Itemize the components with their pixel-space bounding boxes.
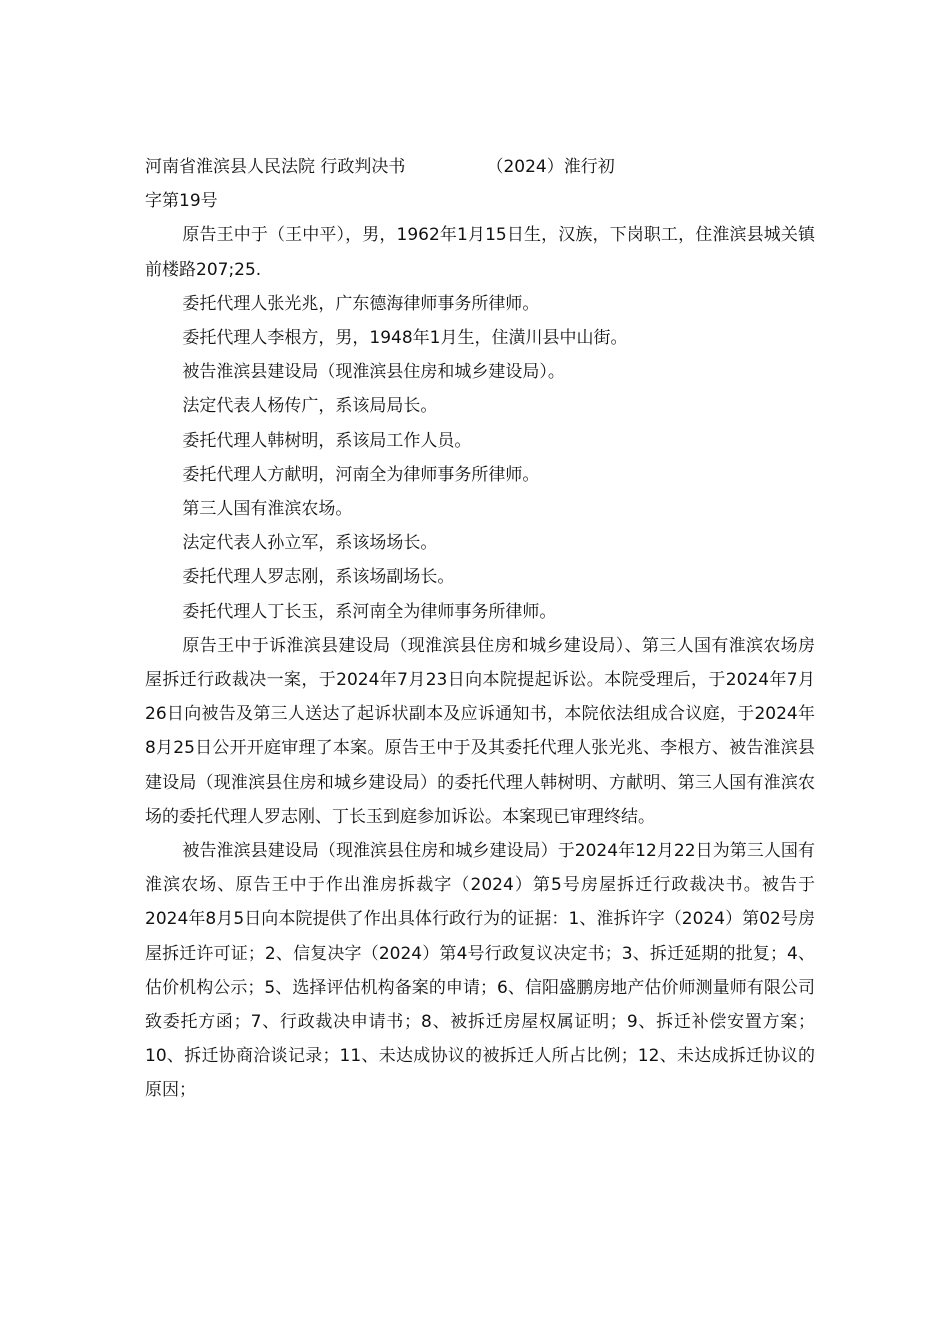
case-number-end: 字第19号 (145, 191, 218, 212)
court-title: 河南省淮滨县人民法院 行政判决书 (145, 157, 406, 177)
paragraph-defendant-agent-1: 委托代理人韩树明，系该局工作人员。 (182, 430, 472, 451)
paragraph-plaintiff-agent-2: 委托代理人李根方，男，1948年1月生，住潢川县中山街。 (182, 328, 628, 349)
paragraph-defendant-legal-rep: 法定代表人杨传广，系该局局长。 (182, 396, 438, 417)
paragraph-third-party-agent-1: 委托代理人罗志刚，系该场副场长。 (182, 567, 455, 588)
document-body (145, 150, 815, 1108)
paragraph-evidence: 被告淮滨县建设局（现淮滨县住房和城乡建设局）于2024年12月22日为第三人国有淮滨农场、原告王中于作出淮房拆裁字（2024）第5号房屋拆迁行政裁决书。被告于2024年8月5日向本院提供了作出具体行政行为的证据：1、淮拆许字（2024）第02号房屋拆迁许可证；2、信复决字（2024）第4号行政复议决定书；3、拆迁延期的批复；4、估价机构公示；5、选择评估机构备案的申请；6、信阳盛鹏房地产估价师测量师有限公司致委托方函；7、行政裁决申请书；8、被拆迁房屋权属证明；9、拆迁补偿安置方案；10、拆迁协商洽谈记录；11、未达成协议的被拆迁人所占比例；12、未达成拆迁协议的原因； (145, 841, 815, 1101)
paragraph-case-procedure: 原告王中于诉淮滨县建设局（现淮滨县住房和城乡建设局）、第三人国有淮滨农场房屋拆迁行政裁决一案，于2024年7月23日向本院提起诉讼。本院受理后，于2024年7月26日向被告及第三人送达了起诉状副本及应诉通知书，本院依法组成合议庭，于2024年8月25日公开开庭审理了本案。原告王中于及其委托代理人张光兆、李根方、被告淮滨县建设局（现淮滨县住房和城乡建设局）的委托代理人韩树明、方献明、第三人国有淮滨农场的委托代理人罗志刚、丁长玉到庭参加诉讼。本案现已审理终结。 (145, 635, 815, 827)
paragraph-plaintiff: 原告王中于（王中平），男，1962年1月15日生，汉族，下岗职工，住淮滨县城关镇前楼路207;25. (145, 225, 815, 280)
document-title-line (145, 150, 815, 184)
paragraph-defendant-agent-2: 委托代理人方献明，河南全为律师事务所律师。 (182, 464, 540, 485)
case-number-start: （2024）淮行初 (486, 157, 615, 177)
paragraph-third-party-legal-rep: 法定代表人孙立军，系该场场长。 (182, 533, 438, 554)
paragraph-third-party-agent-2: 委托代理人丁长玉，系河南全为律师事务所律师。 (182, 601, 557, 622)
paragraph-third-party: 第三人国有淮滨农场。 (182, 499, 353, 520)
paragraph-plaintiff-agent-1: 委托代理人张光兆，广东德海律师事务所律师。 (182, 293, 540, 314)
paragraph-defendant: 被告淮滨县建设局（现淮滨县住房和城乡建设局）。 (182, 362, 565, 383)
